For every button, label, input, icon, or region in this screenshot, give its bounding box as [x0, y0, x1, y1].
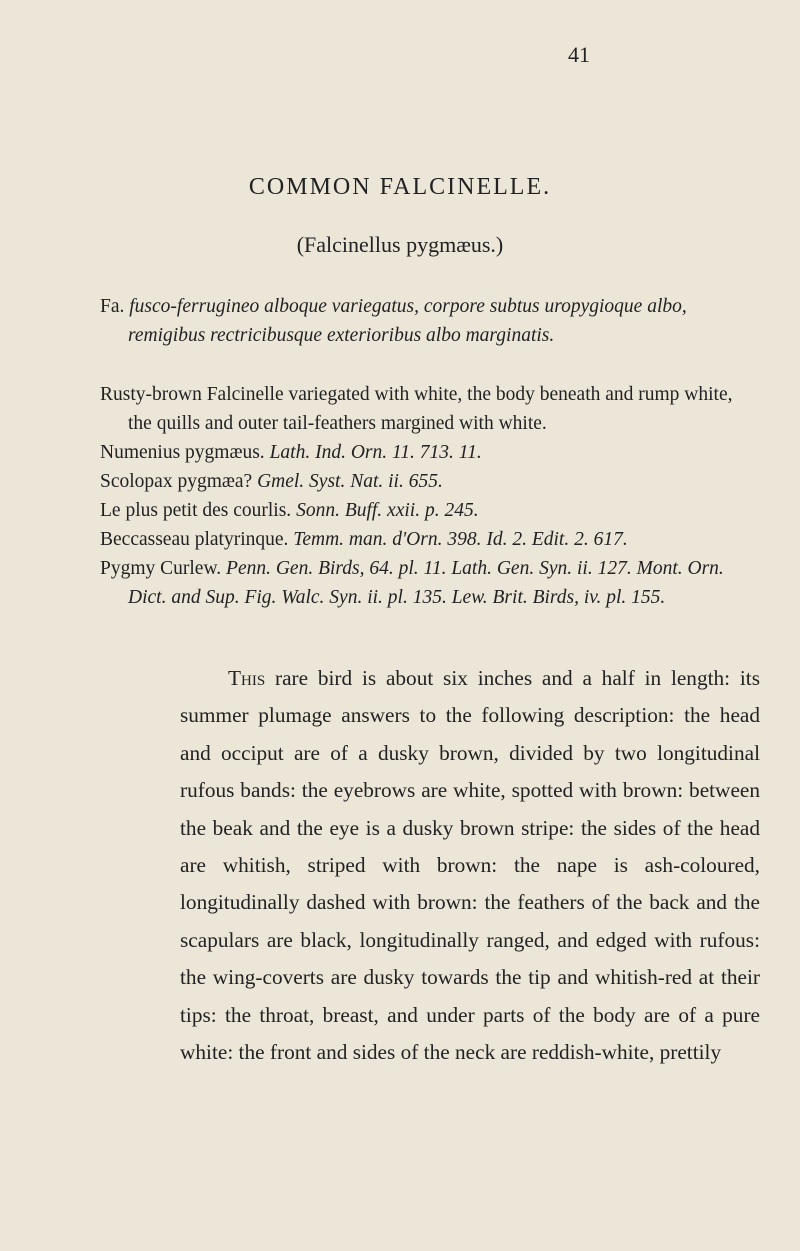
synonym-ref: Sonn. Buff. xxii. p. 245.	[296, 500, 479, 521]
synonym-ref: Temm. man. d'Orn. 398. Id. 2. Edit. 2. 617.	[293, 529, 628, 550]
body-paragraph	[180, 660, 760, 1071]
synonym-name: Beccasseau platyrinque.	[100, 529, 289, 550]
page-number: 41	[568, 42, 590, 67]
synonym-name: Pygmy Curlew.	[100, 558, 222, 579]
synonym-ref: Penn. Gen. Birds, 64. pl. 11. Lath. Gen. Syn. ii. 127. Mont. Orn. Dict. and Sup. Fig. Walc. Syn. ii. pl. 135. Lew. Brit. Birds, iv. pl. 155.	[128, 558, 724, 608]
synonym-entry	[100, 438, 740, 467]
body-lead-word: This	[228, 666, 266, 690]
page-title: COMMON FALCINELLE.	[248, 174, 552, 200]
synonymy-block	[100, 380, 740, 612]
synonym-entry	[100, 496, 740, 525]
synonym-entry	[100, 525, 740, 554]
synonym-name: Scolopax pygmæa?	[100, 471, 253, 492]
synonym-name: Numenius pygmæus.	[100, 442, 265, 463]
synonym-entry	[100, 467, 740, 496]
body-text: rare bird is about six inches and a half in length: its summer plumage answers to the following description: the head and occiput are of a dusky brown, divided by two longitudinal rufous bands: the eyebrows are white, spotted with brown: between the beak and the eye is a dusky brown stripe: the sides of the head are whitish, striped with brown: the nape is ash-coloured, longitudinally dashed with brown: the feathers of the back and the scapulars are black, longitudinally ranged, and edged with rufous: the wing-coverts are dusky towards the tip and whitish-red at their tips: the throat, breast, and under parts of the body are of a pure white: the front and sides of the neck are reddish-white, prettily	[180, 666, 761, 1065]
synonym-entry	[100, 554, 740, 612]
page-subtitle: (Falcinellus pygmæus.)	[296, 232, 504, 257]
diagnosis-latin-block	[100, 292, 740, 350]
diagnosis-english: Rusty-brown Falcinelle variegated with white, the body beneath and rump white, the quills and outer tail-feathers margined with white.	[100, 384, 733, 434]
diagnosis-latin: fusco-ferrugineo alboque variegatus, corpore subtus uropygioque albo, remigibus rectricibusque exterioribus albo marginatis.	[128, 296, 687, 346]
synonym-ref: Gmel. Syst. Nat. ii. 655.	[257, 471, 443, 492]
synonym-ref: Lath. Ind. Orn. 11. 713. 11.	[269, 442, 482, 463]
diagnosis-label: Fa.	[100, 296, 125, 317]
synonym-name: Le plus petit des courlis.	[100, 500, 292, 521]
